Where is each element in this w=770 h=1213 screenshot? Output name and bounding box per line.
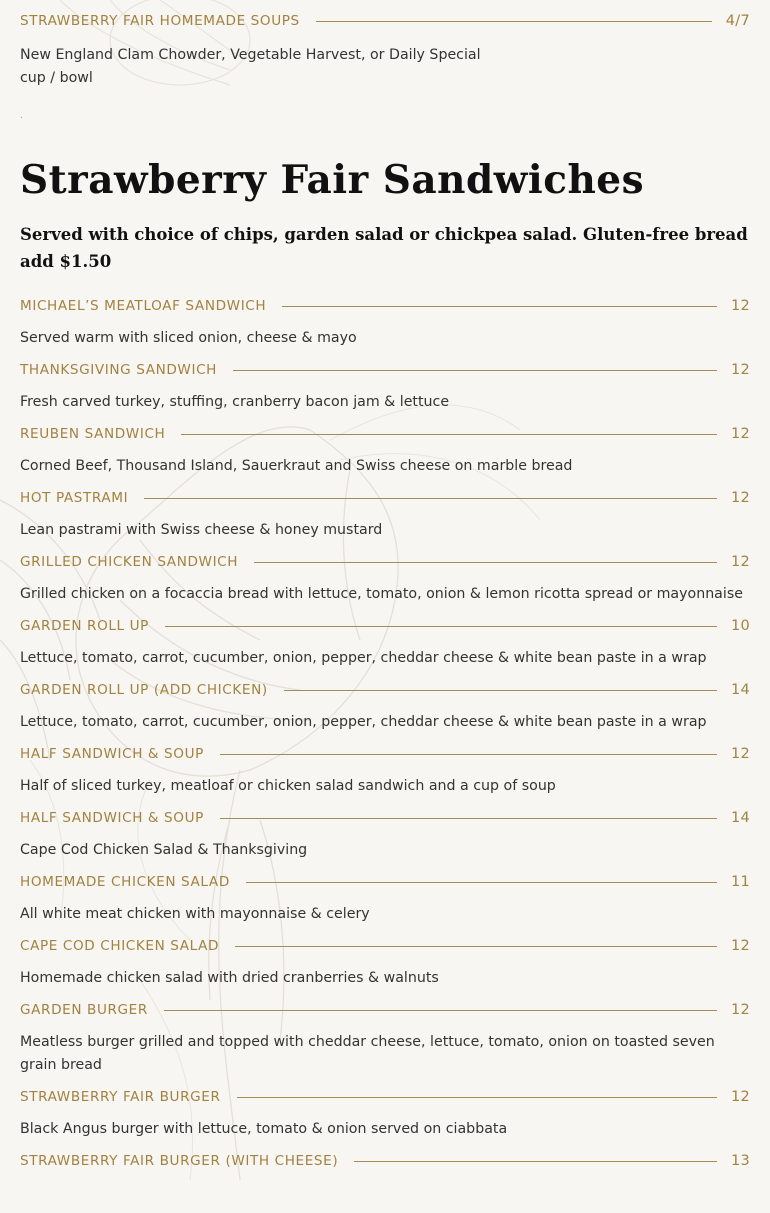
item-description: Lettuce, tomato, carrot, cucumber, onion, pepper, cheddar cheese & white bean paste in a wrap xyxy=(20,714,707,730)
item-price: 10 xyxy=(730,618,750,634)
item-name: STRAWBERRY FAIR BURGER xyxy=(20,1089,221,1105)
sandwich-list xyxy=(20,295,750,1172)
menu-item xyxy=(20,1086,750,1141)
soup-size-line: cup / bowl xyxy=(20,70,93,86)
item-name: REUBEN SANDWICH xyxy=(20,426,166,442)
item-header xyxy=(20,807,750,829)
item-description: Corned Beef, Thousand Island, Sauerkraut and Swiss cheese on marble bread xyxy=(20,458,573,474)
menu-item xyxy=(20,871,750,926)
item-price: 14 xyxy=(730,810,750,826)
item-price: 12 xyxy=(730,1002,750,1018)
divider-rule xyxy=(165,626,717,627)
item-header xyxy=(20,551,750,573)
item-description: Lean pastrami with Swiss cheese & honey mustard xyxy=(20,522,383,538)
menu-item xyxy=(20,423,750,478)
item-name: GRILLED CHICKEN SANDWICH xyxy=(20,554,239,570)
item-header xyxy=(20,615,750,637)
divider-rule xyxy=(220,818,717,819)
divider-rule xyxy=(181,434,717,435)
item-name: MICHAEL’S MEATLOAF SANDWICH xyxy=(20,298,267,314)
divider-rule xyxy=(164,1010,717,1011)
item-name: CAPE COD CHICKEN SALAD xyxy=(20,938,220,954)
item-price: 12 xyxy=(730,746,750,762)
soup-description-line: New England Clam Chowder, Vegetable Harvest, or Daily Special xyxy=(20,47,481,63)
item-header xyxy=(20,359,750,381)
menu-item xyxy=(20,679,750,734)
menu-item xyxy=(20,551,750,606)
item-name: GARDEN ROLL UP xyxy=(20,618,149,634)
item-price: 12 xyxy=(730,490,750,506)
item-price: 11 xyxy=(730,874,750,890)
menu-item xyxy=(20,615,750,670)
item-price: 12 xyxy=(730,1089,750,1105)
item-price: 12 xyxy=(730,938,750,954)
item-name: GARDEN BURGER xyxy=(20,1002,148,1018)
item-name: THANKSGIVING SANDWICH xyxy=(20,362,217,378)
soup-item xyxy=(20,0,750,90)
item-name: HALF SANDWICH & SOUP xyxy=(20,810,204,826)
item-description: All white meat chicken with mayonnaise & celery xyxy=(20,906,370,922)
item-description xyxy=(20,44,750,90)
item-description: Lettuce, tomato, carrot, cucumber, onion, pepper, cheddar cheese & white bean paste in a wrap xyxy=(20,650,707,666)
item-name: HOT PASTRAMI xyxy=(20,490,129,506)
menu-item xyxy=(20,807,750,862)
item-description: Served warm with sliced onion, cheese & mayo xyxy=(20,330,357,346)
item-name: GARDEN ROLL UP (ADD CHICKEN) xyxy=(20,682,268,698)
item-price: 14 xyxy=(730,682,750,698)
menu-item xyxy=(20,1150,750,1172)
menu-item xyxy=(20,487,750,542)
divider-rule xyxy=(233,370,717,371)
separator-dot: . xyxy=(20,110,23,121)
item-price: 4/7 xyxy=(725,13,750,29)
item-header xyxy=(20,487,750,509)
item-price: 12 xyxy=(730,554,750,570)
item-header xyxy=(20,1086,750,1108)
section-subtitle: Served with choice of chips, garden salad or chickpea salad. Gluten-free bread add $1.50 xyxy=(20,225,748,271)
menu-item xyxy=(20,999,750,1077)
item-description: Half of sliced turkey, meatloaf or chicken salad sandwich and a cup of soup xyxy=(20,778,556,794)
menu-item xyxy=(20,743,750,798)
item-description: Fresh carved turkey, stuffing, cranberry bacon jam & lettuce xyxy=(20,394,450,410)
item-header xyxy=(20,679,750,701)
section-title: Strawberry Fair Sandwiches xyxy=(20,157,645,203)
divider-rule xyxy=(144,498,717,499)
item-description: Homemade chicken salad with dried cranberries & walnuts xyxy=(20,970,439,986)
item-price: 12 xyxy=(730,426,750,442)
item-header xyxy=(20,423,750,445)
divider-rule xyxy=(354,1161,717,1162)
item-name: HOMEMADE CHICKEN SALAD xyxy=(20,874,230,890)
item-header xyxy=(20,999,750,1021)
item-description: Grilled chicken on a focaccia bread with lettuce, tomato, onion & lemon ricotta spread or mayonnaise xyxy=(20,586,743,602)
item-description: Black Angus burger with lettuce, tomato & onion served on ciabbata xyxy=(20,1121,508,1137)
divider-rule xyxy=(316,21,712,22)
item-header xyxy=(20,10,750,32)
divider-rule xyxy=(237,1097,717,1098)
item-description: Meatless burger grilled and topped with cheddar cheese, lettuce, tomato, onion on toasted seven grain bread xyxy=(20,1034,715,1073)
divider-rule xyxy=(282,306,717,307)
divider-rule xyxy=(246,882,717,883)
divider-rule xyxy=(220,754,717,755)
item-price: 12 xyxy=(730,362,750,378)
divider-rule xyxy=(284,690,717,691)
item-header xyxy=(20,935,750,957)
item-price: 12 xyxy=(730,298,750,314)
item-header xyxy=(20,1150,750,1172)
divider-rule xyxy=(235,946,717,947)
menu-item xyxy=(20,359,750,414)
item-name: STRAWBERRY FAIR BURGER (WITH CHEESE) xyxy=(20,1153,339,1169)
item-name: STRAWBERRY FAIR HOMEMADE SOUPS xyxy=(20,13,300,29)
item-description: Cape Cod Chicken Salad & Thanksgiving xyxy=(20,842,308,858)
item-header xyxy=(20,295,750,317)
divider-rule xyxy=(254,562,717,563)
item-header xyxy=(20,743,750,765)
menu-item xyxy=(20,935,750,990)
menu-item xyxy=(20,295,750,350)
item-price: 13 xyxy=(730,1153,750,1169)
item-header xyxy=(20,871,750,893)
item-name: HALF SANDWICH & SOUP xyxy=(20,746,204,762)
